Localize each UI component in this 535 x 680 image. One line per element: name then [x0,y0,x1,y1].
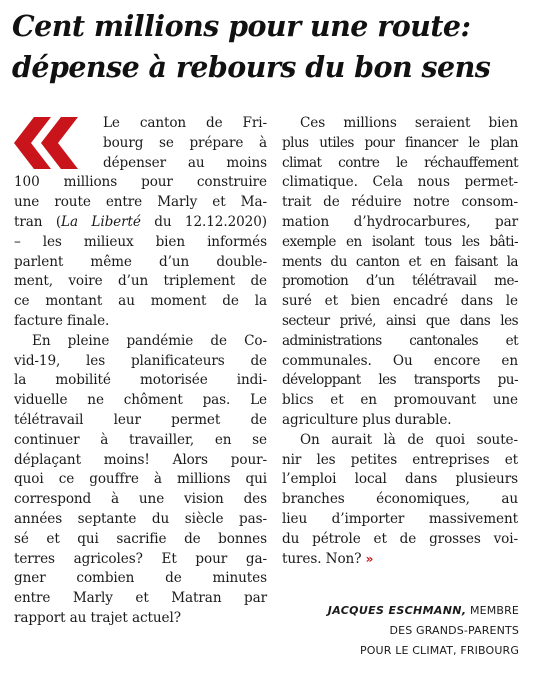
source-title: La Liberté [61,213,141,230]
author-signature [259,601,519,661]
text-line: une route entre Marly et Ma- [14,194,267,211]
text-line: facture finale. [14,312,110,329]
text-line: ment, voire d’un triplement de [14,273,267,290]
text-line: la mobilité motorisée indi- [14,372,267,389]
opening-quote-icon [14,117,90,169]
text-line: nir les petites entreprises et [282,451,518,468]
text-line: entre Marly et Matran par [14,590,267,607]
text-line: terres agricoles? Et pour ga- [14,550,267,567]
text-line: viduelle ne chôment pas. Le [14,392,267,409]
text-line: télétravail leur permet de [14,411,267,428]
text-line: parlent même d’un double- [14,253,267,270]
text-line: dépenser au moins [103,154,267,171]
text-line: ce montant au moment de la [14,293,267,310]
text-line: branches économiques, au [282,491,518,508]
text-line: En pleine pandémie de Co- [32,332,267,349]
text-line: climat contre le réchauffement [282,154,518,171]
headline-line: dépense à rebours du bon sens [12,50,491,84]
author-role: DES GRANDS-PARENTS [389,624,519,637]
text-line: blics et en promouvant une [282,392,518,409]
right-column [282,114,518,569]
text-line: continuer à travailler, en se [14,431,267,448]
author-role: POUR LE CLIMAT, FRIBOURG [359,644,519,657]
text-line: trait de réduire notre consom- [282,194,518,211]
text-line: du pétrole et de grosses voi- [282,530,518,547]
text-line: – les milieux bien informés [14,233,267,250]
text-line: promotion d’un télétravail me- [282,273,518,290]
text-line: correspond à une vision des [14,491,267,508]
text-line: lieu d’importer massivement [282,510,518,527]
text-line: communales. Ou encore en [282,352,518,369]
author-role: MEMBRE [466,604,519,617]
text-line: climatique. Cela nous permet- [282,174,518,191]
author-name: JACQUES ESCHMANN, [327,604,467,617]
text-line: vid-19, les planificateurs de [14,352,267,369]
closing-quote-icon: » [365,551,374,566]
text-line: secteur privé, ainsi que dans les [282,312,518,329]
text-line: Ces millions seraient bien [300,115,518,131]
article-headline [12,6,527,88]
left-column [14,114,267,629]
text-line: bourg se prépare à [103,134,267,151]
text-line: administrations cantonales et [282,332,518,349]
text-line: années septante du siècle pas- [14,510,267,527]
text-line: ments du canton et en faisant la [282,253,518,270]
text-line: l’emploi local dans plusieurs [282,471,518,488]
text-line: rapport au trajet actuel? [14,609,181,626]
text-line: suré et bien encadré dans le [282,293,518,310]
text-line: Le canton de Fri- [103,115,267,131]
text-line: gner combien de minutes [14,570,267,587]
text-line: plus utiles pour financer le plan [282,134,518,151]
text-line: déplaçant moins! Alors pour- [14,451,267,468]
text-line: On aurait là de quoi soute- [300,431,518,448]
signature-line [328,604,519,617]
text-line: sé et qui sacrifie de bonnes [14,530,267,547]
headline-line: Cent millions pour une route: [12,9,471,43]
text-line: quoi ce gouffre à millions qui [14,471,267,488]
text-line: agriculture plus durable. [282,411,452,428]
text-line: mation d’hydrocarbures, par [282,213,518,230]
text-line: tures. Non? [282,550,366,567]
closing-line [282,550,518,570]
text-line: 100 millions pour construire [14,174,267,191]
text-line: développant les transports pu- [282,372,518,389]
citation-line: tran (La Liberté du 12.12.2020) [14,213,267,230]
text-line: exemple en isolant tous les bâti- [282,233,518,250]
